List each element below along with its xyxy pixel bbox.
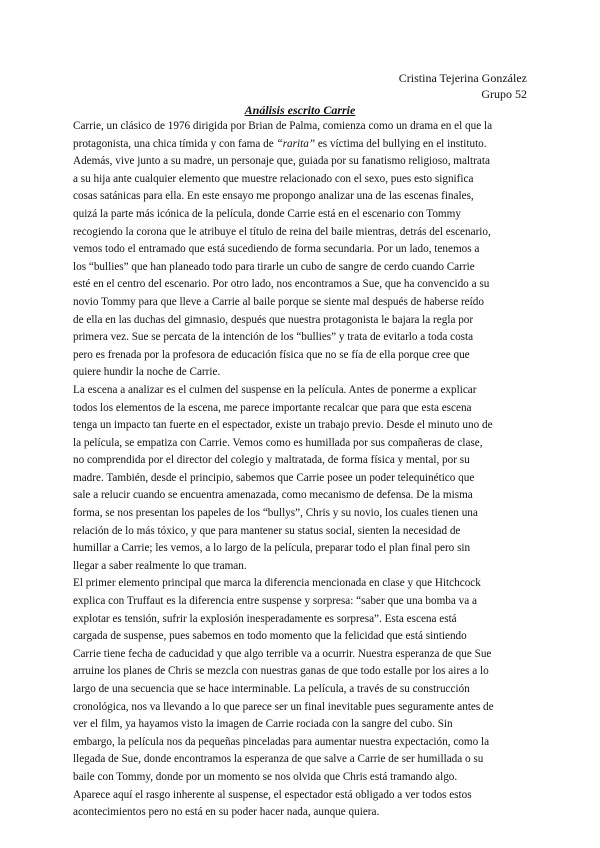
text-line: Carrie, un clásico de 1976 dirigida por Brian de Palma, comienza como un drama en el que la xyxy=(73,120,493,132)
text-line: todos los elementos de la escena, me parece importante recalcar que para que esta escena xyxy=(73,401,472,414)
text-line: a su hija ante cualquier elemento que muestre relacionado con el sexo, pues esto significa xyxy=(73,172,474,185)
text-segment: protagonista, una chica tímida y con fama de xyxy=(73,137,277,150)
paragraph xyxy=(73,575,527,821)
header-block xyxy=(73,70,527,102)
text-line: baile con Tommy, donde por un momento se nos olvida que Chris está tramando algo. xyxy=(73,770,458,783)
paragraph xyxy=(73,382,527,576)
text-line: forma, se nos presentan los papeles de los “bullys”, Chris y su novio, los cuales tienen una xyxy=(73,507,478,520)
author-name: Cristina Tejerina González xyxy=(398,71,527,85)
text-line: primera vez. Sue se percata de la intención de los “bullies” y trata de evitarlo a toda costa xyxy=(73,331,474,344)
document-title: Análisis escrito Carrie xyxy=(244,103,356,117)
text-line: ver el film, ya hayamos visto la imagen de Carrie rociada con la sangre del cubo. Sin xyxy=(73,718,453,731)
text-line: acontecimientos pero no está en su poder hacer nada, aunque quiera. xyxy=(73,806,380,819)
paragraph xyxy=(73,118,527,382)
text-line: explotar es tensión, sufrir la explosión inesperadamente es sorpresa”. Esta escena está xyxy=(73,612,457,625)
document-body xyxy=(73,118,527,822)
text-line: tenga un impacto tan fuerte en el espectador, existe un trabajo previo. Desde el minuto uno de xyxy=(73,419,493,432)
text-line: madre. También, desde el principio, sabemos que Carrie posee un poder telequinético que xyxy=(73,471,475,484)
text-line: relación de lo más tóxico, y que para mantener su status social, sienten la necesidad de xyxy=(73,524,461,537)
text-line: quizá la parte más icónica de la película, donde Carrie está en el escenario con Tommy xyxy=(73,207,461,220)
text-line: llegada de Sue, donde encontramos la esperanza de que salve a Carrie de ser humillada o su xyxy=(73,753,484,766)
text-line: quiere hundir la noche de Carrie. xyxy=(73,366,221,379)
text-line: embargo, la película nos da pequeñas pinceladas para aumentar nuestra expectación, como la xyxy=(73,735,490,748)
text-line: sale a relucir cuando se encuentra amenazada, como mecanismo de defensa. De la misma xyxy=(73,489,473,502)
group-label: Grupo 52 xyxy=(481,87,527,101)
text-line: humillar a Carrie; les vemos, a lo largo de la película, preparar todo el plan final pero sin xyxy=(73,542,471,555)
text-line: arruine los planes de Chris se mezcla con nuestras ganas de que todo estalle por los aires a lo xyxy=(73,665,489,678)
text-line xyxy=(73,136,527,154)
text-line: la película, se empatiza con Carrie. Vemos como es humillada por sus compañeras de clase, xyxy=(73,436,483,449)
text-line: Aparece aquí el rasgo inherente al suspense, el espectador está obligado a ver todos estos xyxy=(73,788,472,801)
text-line: llegar a saber realmente lo que traman. xyxy=(73,559,247,572)
text-line: vemos todo el entramado que está sucediendo de forma secundaria. Por un lado, tenemos a xyxy=(73,243,480,256)
text-line: pero es frenada por la profesora de educación física que no se fía de ella porque cree que xyxy=(73,348,470,361)
text-line: recogiendo la corona que le atribuye el título de reina del baile mientras, detrás del escenario, xyxy=(73,225,491,238)
text-line: de ella en las duchas del gimnasio, después que nuestra protagonista le bajara la regla por xyxy=(73,313,474,326)
text-line: cargada de suspense, pues sabemos en todo momento que la felicidad que está sintiendo xyxy=(73,630,467,643)
text-line: cronológica, nos va llevando a lo que parece ser un final inevitable pues seguramente antes de xyxy=(73,700,494,713)
text-line: La escena a analizar es el culmen del suspense en la película. Antes de ponerme a explicar xyxy=(73,383,477,396)
text-line: Carrie tiene fecha de caducidad y que algo terrible va a ocurrir. Nuestra esperanza de que Sue xyxy=(73,647,492,660)
text-line: cosas satánicas para ella. En este ensayo me propongo analizar una de las escenas finales, xyxy=(73,190,474,203)
text-line: los “bullies” que han planeado todo para tirarle un cubo de sangre de cerdo cuando Carrie xyxy=(73,260,475,273)
text-line: largo de una secuencia que se hace interminable. La película, a través de su construcción xyxy=(73,683,470,695)
text-line: Además, vive junto a su madre, un personaje que, guiada por su fanatismo religioso, maltrata xyxy=(73,155,490,168)
text-line: esté en el centro del escenario. Por otro lado, nos encontramos a Sue, que ha convencido a su xyxy=(73,278,490,291)
emphasized-quote: “rarita” xyxy=(276,137,316,150)
text-line: no comprendida por el director del colegio y maltratada, de forma física y mental, por su xyxy=(73,454,470,467)
text-segment: es víctima del bullying en el instituto. xyxy=(315,137,487,150)
text-line: novio Tommy para que lleve a Carrie al baile porque se siente mal después de haberse reído xyxy=(73,295,484,308)
text-line: El primer elemento principal que marca la diferencia mencionada en clase y que Hitchcock xyxy=(73,577,481,590)
text-line: explica con Truffaut es la diferencia entre suspense y sorpresa: “saber que una bomba va a xyxy=(73,595,477,608)
